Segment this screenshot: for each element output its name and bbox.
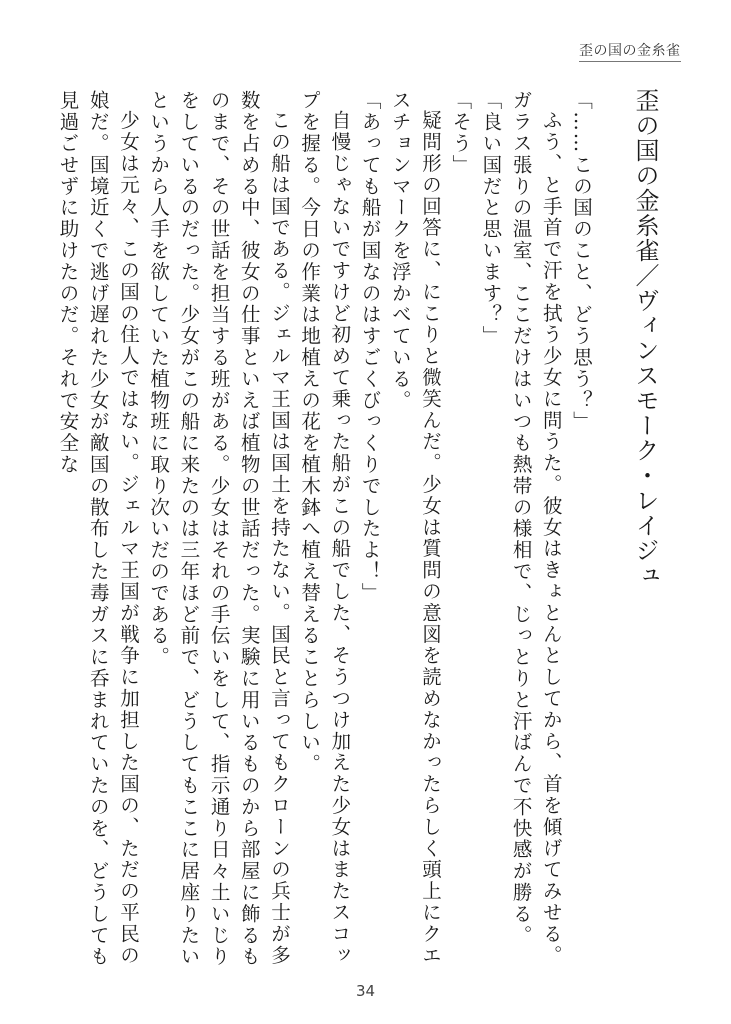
paragraph: ふう、と手首で汗を拭う少女に問うた。彼女はきょとんとしてから、首を傾げてみせる。ガラス張りの温室、ここだけはいつも熱帯の様相で、じっとりと汗ばんで不快感が勝る。 (509, 90, 563, 966)
paragraph: この船は国である。ジェルマ王国は国土を持たない。国民と言ってもクローンの兵士が多数を占める中、彼女の仕事といえば植物の世話だった。実験に用いるものから部屋に飾るものまで、その世話を担当する班がある。少女はそれの手伝いをして、指示通り日々土いじりをしているのだった。少女がこの船に来たのは三年ほど前で、どうしてもここに居座りたいというから人手を欲していた植物班に取り次いだのである。 (147, 90, 291, 968)
paragraph: 疑問形の回答に、にこりと微笑んだ。少女は質問の意図を読めなかったらしく頭上にクエスチョンマークを浮かべている。 (388, 90, 442, 966)
chapter-title: 歪の国の金糸雀／ヴィンスモーク・レイジュ (631, 88, 659, 588)
paragraph: 「あっても船が国なのはすごくびっくりでしたよ！」 (358, 90, 382, 604)
paragraph: 「……この国のこと、どう思う？」 (570, 90, 593, 433)
paragraph: 「そう」 (449, 90, 473, 176)
paragraph: 自慢じゃないですけど初めて乗った船がこの船でした、そうつけ加えた少女はまたスコップを握る。今日の作業は地植えの花を植木鉢へ植え替えることらしい。 (298, 90, 352, 966)
paragraph: 少女は元々、この国の住人ではない。ジェルマ王国が戦争に加担した国の、ただの平民の娘だ。国境近くで逃げ遅れた少女が敵国の散布した毒ガスに呑まれていたのを、どうしても見過ごせずに助けたのだ。それで安全な (56, 90, 140, 968)
paragraph: 「良い国だと思います？」 (479, 90, 503, 347)
running-header: 歪の国の金糸雀 (579, 40, 681, 62)
body-text (52, 90, 596, 970)
page-number: 34 (355, 982, 376, 1000)
